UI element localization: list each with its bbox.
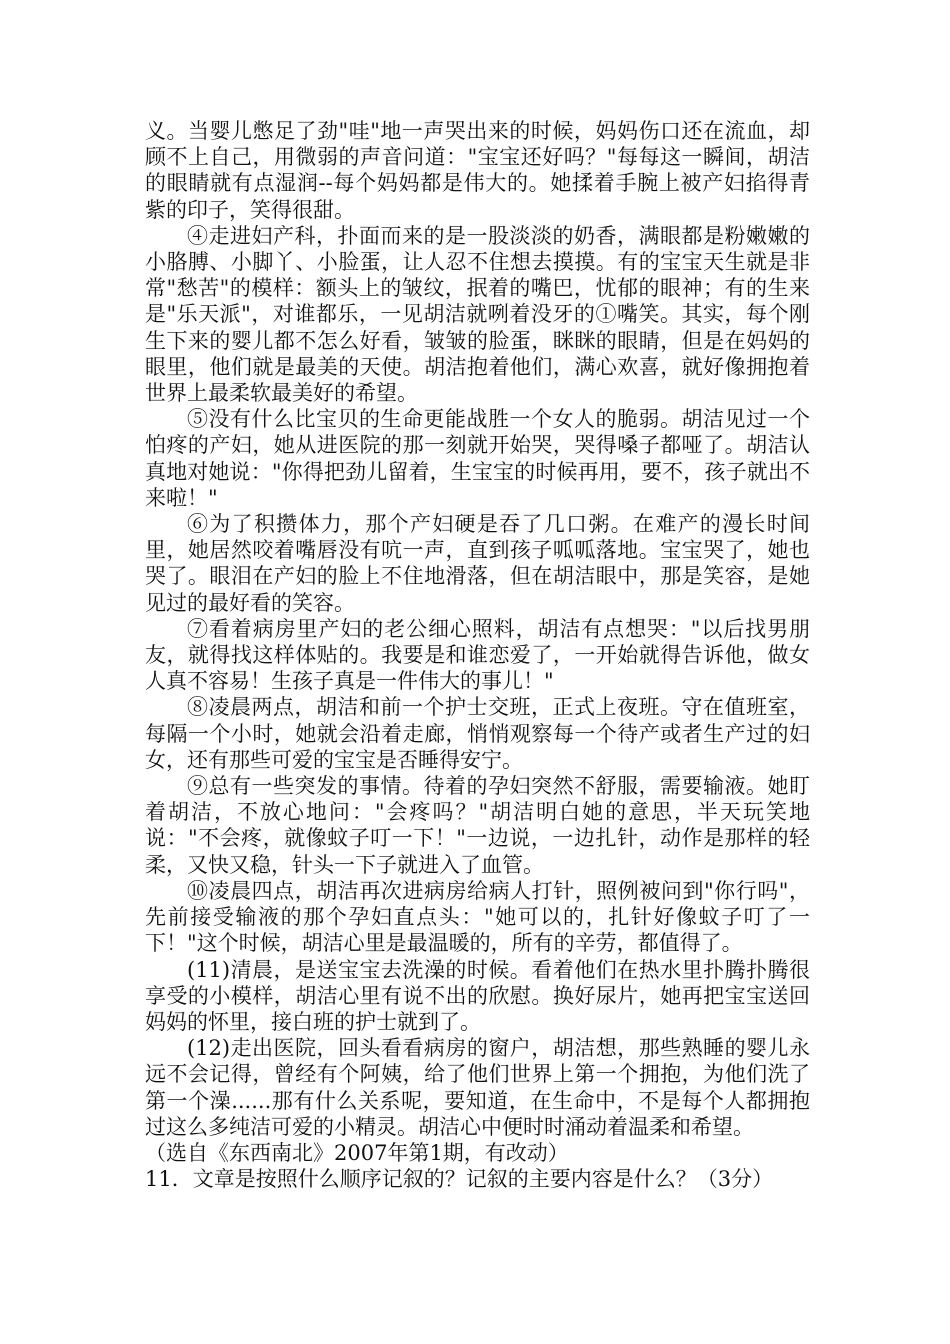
paragraph-5: ⑤没有什么比宝贝的生命更能战胜一个女人的脆弱。胡洁见过一个怕疼的产妇，她从进医院的那一刻就开始哭，哭得嗓子都哑了。胡洁认真地对她说："你得把劲儿留着，生宝宝的时候再用，要不，孩子就出不来啦！"	[145, 407, 810, 510]
paragraph-12: (12)走出医院，回头看看病房的窗户，胡洁想，那些熟睡的婴儿永远不会记得，曾经有个阿姨，给了他们世界上第一个拥抱，为他们洗了第一个澡......那有什么关系呢，要知道，在生命中，不是每个人都拥抱过这么多纯洁可爱的小精灵。胡洁心中便时时涌动着温柔和希望。	[145, 1036, 810, 1139]
paragraph-4: ④走进妇产科，扑面而来的是一股淡淡的奶香，满眼都是粉嫩嫩的小胳膊、小脚丫、小脸蛋，让人忍不住想去摸摸。有的宝宝天生就是非常"愁苦"的模样：额头上的皱纹，抿着的嘴巴，忧郁的眼神；有的生来是"乐天派"，对谁都乐，一见胡洁就咧着没牙的①嘴笑。其实，每个刚生下来的婴儿都不怎么好看，皱皱的脸蛋，眯眯的眼睛，但是在妈妈的眼里，他们就是最美的天使。胡洁抱着他们，满心欢喜，就好像拥抱着世界上最柔软最美好的希望。	[145, 223, 810, 406]
paragraph-3-continuation: 义。当婴儿憋足了劲"哇"地一声哭出来的时候，妈妈伤口还在流血，却顾不上自己，用微弱的声音问道："宝宝还好吗？"每每这一瞬间，胡洁的眼睛就有点湿润--每个妈妈都是伟大的。她揉着手腕上被产妇掐得青紫的印子，笑得很甜。	[145, 119, 810, 222]
document-body	[145, 118, 810, 1192]
paragraph-11: (11)清晨，是送宝宝去洗澡的时候。看着他们在热水里扑腾扑腾很享受的小模样，胡洁心里有说不出的欣慰。换好尿片，她再把宝宝送回妈妈的怀里，接白班的护士就到了。	[145, 957, 810, 1034]
question-11: 11．文章是按照什么顺序记叙的？记叙的主要内容是什么？（3分）	[145, 1167, 774, 1192]
source-citation: （选自《东西南北》2007年第1期，有改动）	[145, 1140, 569, 1165]
paragraph-8: ⑧凌晨两点，胡洁和前一个护士交班，正式上夜班。守在值班室，每隔一个小时，她就会沿着走廊，悄悄观察每一个待产或者生产过的妇女，还有那些可爱的宝宝是否睡得安宁。	[145, 695, 810, 772]
paragraph-9: ⑨总有一些突发的事情。待着的孕妇突然不舒服，需要输液。她盯着胡洁，不放心地问："会疼吗？"胡洁明白她的意思，半天玩笑地说："不会疼，就像蚊子叮一下！"一边说，一边扎针，动作是那样的轻柔，又快又稳，针头一下子就进入了血管。	[145, 774, 810, 877]
paragraph-6: ⑥为了积攒体力，那个产妇硬是吞了几口粥。在难产的漫长时间里，她居然咬着嘴唇没有吭一声，直到孩子呱呱落地。宝宝哭了，她也哭了。眼泪在产妇的脸上不住地滑落，但在胡洁眼中，那是笑容，是她见过的最好看的笑容。	[145, 512, 810, 615]
paragraph-10: ⑩凌晨四点，胡洁再次进病房给病人打针，照例被问到"你行吗"，先前接受输液的那个孕妇直点头："她可以的，扎针好像蚊子叮了一下！"这个时候，胡洁心里是最温暖的，所有的辛劳，都值得了。	[145, 878, 810, 956]
paragraph-7: ⑦看着病房里产妇的老公细心照料，胡洁有点想哭："以后找男朋友，就得找这样体贴的。我要是和谁恋爱了，一开始就得告诉他，做女人真不容易！生孩子真是一件伟大的事儿！"	[145, 616, 810, 694]
